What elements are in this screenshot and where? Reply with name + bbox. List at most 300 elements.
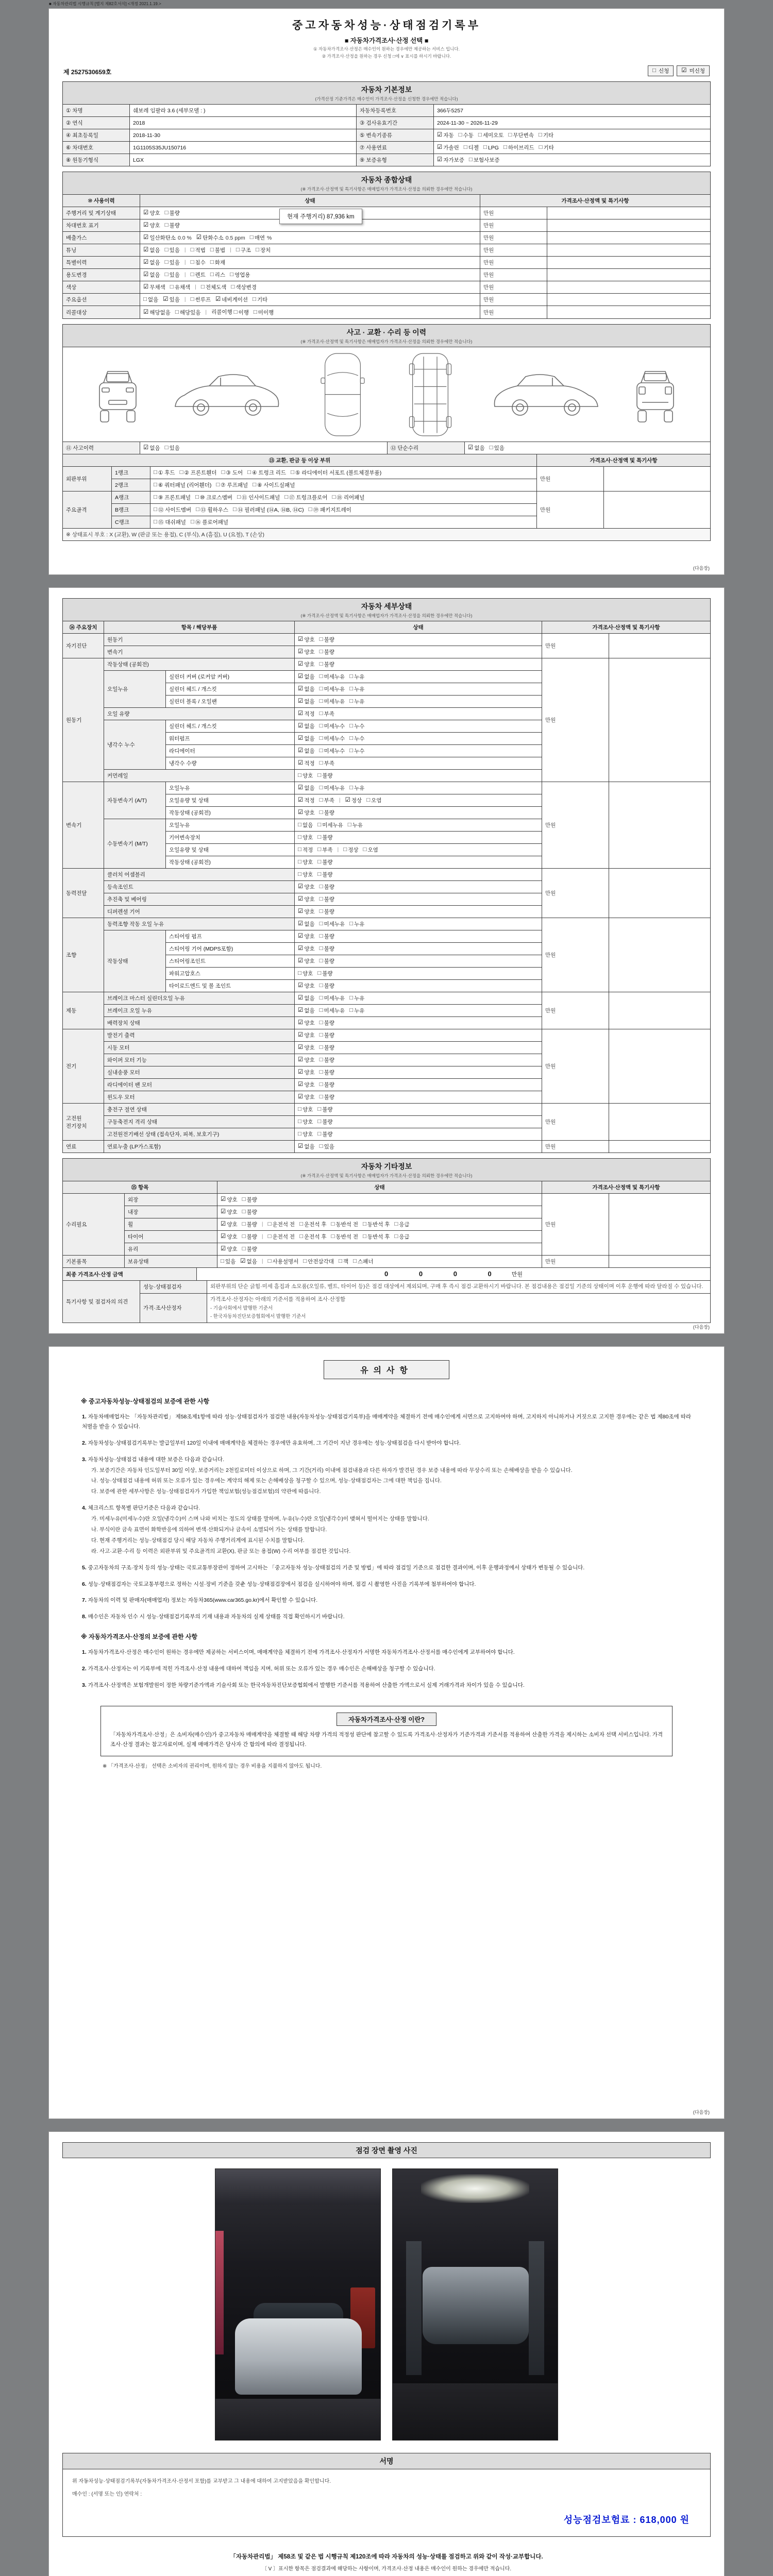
unchecked-checkbox[interactable]: □ [319,920,323,927]
unchecked-checkbox[interactable]: □ [319,673,323,680]
part-checkbox[interactable]: □ [154,506,157,513]
legend-row [63,529,711,541]
field-value: 2018-11-30 [130,129,357,142]
usage-history-row [63,281,711,294]
remark-cell [547,207,711,219]
unchecked-checkbox[interactable]: □ [299,1233,304,1240]
unchecked-checkbox[interactable]: □ [319,1044,323,1050]
unchecked-checkbox[interactable]: □ [298,1130,301,1137]
unchecked-checkbox[interactable]: □ [267,1233,272,1240]
checked-checkbox[interactable]: ☑ [143,209,149,216]
inspection-photo-lift [392,2168,558,2441]
unchecked-checkbox[interactable]: □ [349,673,354,680]
checkbox-label: 미세누유 [324,1008,345,1014]
checked-checkbox[interactable]: ☑ [298,982,304,989]
unchecked-checkbox[interactable]: □ [164,445,169,451]
part-checkbox[interactable]: □ [154,494,157,500]
checked-checkbox[interactable]: ☑ [298,908,304,914]
unchecked-checkbox[interactable]: □ [143,296,147,302]
checked-checkbox[interactable]: ☑ [143,259,149,265]
part-checkbox[interactable]: □ [196,506,200,513]
check-item [469,156,500,164]
checkbox-label: 없음 [302,822,313,828]
checked-checkbox[interactable]: ☑ [298,722,304,729]
checked-checkbox[interactable]: ☑ [143,309,149,315]
unchecked-checkbox[interactable]: □ [317,858,322,865]
unchecked-checkbox[interactable]: □ [253,309,257,315]
checked-checkbox[interactable]: ☑ [468,445,474,451]
checked-checkbox[interactable]: ☑ [298,710,304,717]
unchecked-checkbox[interactable]: □ [210,271,214,278]
unchecked-checkbox[interactable]: □ [317,1106,322,1112]
checkbox-label: 미세누수 [324,736,345,742]
check-item [234,309,249,316]
document-number: 제 2527530659호 [63,69,112,76]
unchecked-checkbox[interactable]: □ [319,1056,323,1063]
remark-cell [609,869,711,918]
check-item [320,698,345,705]
unchecked-checkbox[interactable]: □ [190,246,194,253]
unchecked-checkbox[interactable]: □ [538,131,542,138]
unchecked-checkbox[interactable]: □ [200,283,205,290]
check-item [331,1233,358,1241]
checked-checkbox[interactable]: ☑ [143,234,149,241]
unchecked-checkbox[interactable]: □ [242,1196,246,1202]
part-checkbox[interactable]: □ [247,469,251,476]
checked-checkbox[interactable]: ☑ [221,1208,226,1215]
check-item [143,234,192,242]
field-label: ⑧ 원동기형식 [63,154,130,166]
unchecked-checkbox[interactable]: □ [249,234,254,241]
state-cell [295,1079,542,1091]
unchecked-checkbox[interactable]: □ [233,309,238,315]
unchecked-checkbox[interactable]: □ [299,1221,304,1227]
checked-checkbox[interactable]: ☑ [298,1143,304,1149]
unchecked-checkbox[interactable]: □ [366,796,371,803]
unchecked-checkbox[interactable]: □ [303,1258,307,1264]
unchecked-checkbox[interactable]: □ [236,246,240,253]
unchecked-checkbox[interactable]: □ [319,722,323,729]
checked-checkbox[interactable]: ☑ [221,1221,226,1227]
etc-group-label: 기본품목 [63,1256,125,1268]
checkbox-label: 없음 [147,297,159,303]
unchecked-checkbox[interactable]: □ [298,772,301,778]
opinion-label: 특기사항 및 점검자의 의견 [63,1281,140,1323]
unchecked-checkbox[interactable]: □ [253,296,256,302]
unchecked-checkbox[interactable]: □ [349,920,354,927]
checked-checkbox[interactable]: ☑ [298,1007,304,1013]
unchecked-checkbox[interactable]: □ [164,246,169,253]
unchecked-checkbox[interactable]: □ [349,747,354,754]
unchecked-checkbox[interactable]: □ [363,846,367,853]
unchecked-checkbox[interactable]: □ [317,846,322,853]
unchecked-checkbox[interactable]: □ [478,131,482,138]
frame-part [191,518,228,526]
checked-checkbox[interactable]: ☑ [221,1245,226,1252]
checked-checkbox[interactable]: ☑ [298,920,304,927]
checkbox-label: 부족 [324,798,334,804]
check-item [298,1118,313,1126]
checked-checkbox[interactable]: ☑ [298,1019,304,1026]
unchecked-checkbox[interactable]: □ [362,1221,366,1227]
checked-checkbox[interactable]: ☑ [298,747,304,754]
unchecked-checkbox[interactable]: □ [175,309,179,315]
unchecked-checkbox[interactable]: □ [394,1233,398,1240]
unchecked-checkbox[interactable]: □ [349,735,354,741]
unchecked-checkbox[interactable]: □ [298,834,301,840]
unchecked-checkbox[interactable]: □ [503,144,507,150]
option-checkbox[interactable]: □ [652,67,656,74]
unchecked-checkbox[interactable]: □ [458,131,462,138]
part-checkbox[interactable]: □ [237,494,241,500]
unchecked-checkbox[interactable]: □ [347,821,351,828]
part-checkbox[interactable]: □ [179,469,183,476]
unchecked-checkbox[interactable]: □ [210,259,214,265]
unchecked-checkbox[interactable]: □ [319,784,323,791]
unchecked-checkbox[interactable]: □ [319,933,323,939]
unchecked-checkbox[interactable]: □ [256,246,260,253]
unchecked-checkbox[interactable]: □ [319,895,323,902]
unchecked-checkbox[interactable]: □ [317,1118,322,1125]
checked-checkbox[interactable]: ☑ [298,673,304,680]
unchecked-checkbox[interactable]: □ [242,1245,246,1252]
part-checkbox[interactable]: □ [332,494,336,500]
unchecked-checkbox[interactable]: □ [338,1258,342,1264]
checkbox-label: 불량 [246,1222,257,1228]
part-label: ⑯ 플로어패널 [195,519,229,526]
checked-checkbox[interactable]: ☑ [143,445,149,451]
unchecked-checkbox[interactable]: □ [317,821,322,828]
unchecked-checkbox[interactable]: □ [319,685,323,692]
checked-checkbox[interactable]: ☑ [298,1069,304,1075]
notice-subitem: 다. 보증에 관한 세부사항은 성능·상태점검자가 가입한 책임보험(성능점검보험)의 약관에 따릅니다. [91,1488,321,1495]
status-cell [140,281,480,294]
unchecked-checkbox[interactable]: □ [508,131,512,138]
part-label-cell: 실린더 블록 / 오일팬 [166,696,295,708]
checked-checkbox[interactable]: ☑ [143,246,149,253]
part-checkbox[interactable]: □ [291,469,295,476]
unchecked-checkbox[interactable]: □ [298,1106,301,1112]
check-item [268,1221,295,1228]
usage-item-label: 리콜대상 [63,306,140,319]
etc-item-label: 유리 [125,1243,217,1256]
unchecked-checkbox[interactable]: □ [317,834,322,840]
checked-checkbox[interactable]: ☑ [298,945,304,952]
history-label: ⑫ 단순수리 [388,442,465,454]
unchecked-checkbox[interactable]: □ [319,636,323,642]
check-item [298,846,313,854]
price-cell: 만원 [480,269,547,281]
checked-checkbox[interactable]: ☑ [298,1056,304,1063]
checkbox-label: 양호 [227,1234,238,1240]
checked-checkbox[interactable]: ☑ [298,1081,304,1088]
price-survey-option[interactable] [648,65,674,76]
unchecked-checkbox[interactable]: □ [164,271,169,278]
checked-checkbox[interactable]: ☑ [240,1258,246,1264]
overall-header-row [63,195,711,207]
checked-checkbox[interactable]: ☑ [298,994,304,1001]
state-cell [295,955,542,968]
unchecked-checkbox[interactable]: □ [190,271,194,278]
unchecked-checkbox[interactable]: □ [319,747,323,754]
unchecked-checkbox[interactable]: □ [231,283,235,290]
car-rear-view-diagram [631,362,680,427]
unchecked-checkbox[interactable]: □ [190,296,194,302]
checkbox-label: 불량 [322,1131,333,1138]
part-label: ⑥ 쿼터패널 (리어휀더) [158,482,212,489]
premium-label: 성능점검보험료 : [563,2515,637,2525]
check-item [468,444,485,452]
signature-line-2[interactable]: 매수인 : (서명 또는 인) 연락처 : [72,2492,142,2497]
price-survey-option[interactable] [677,65,710,76]
unchecked-checkbox[interactable]: □ [319,1019,323,1026]
checked-checkbox[interactable]: ☑ [298,1031,304,1038]
state-cell [295,832,542,844]
checked-checkbox[interactable]: ☑ [298,895,304,902]
unchecked-checkbox[interactable]: □ [539,144,543,150]
unchecked-checkbox[interactable]: □ [319,759,323,766]
checked-checkbox[interactable]: ☑ [298,685,304,692]
device-label: 전기 [63,1029,104,1104]
unchecked-checkbox[interactable]: □ [267,1258,272,1264]
checked-checkbox[interactable]: ☑ [143,271,149,278]
checkbox-label: 양호 [304,810,315,816]
unchecked-checkbox[interactable]: □ [221,1258,224,1264]
check-item [349,735,364,742]
checked-checkbox[interactable]: ☑ [437,144,443,150]
unchecked-checkbox[interactable]: □ [298,858,301,865]
divider: | [205,309,207,315]
checkbox-label: 양호 [149,210,160,216]
unchecked-checkbox[interactable]: □ [298,871,301,877]
state-cell [295,906,542,918]
check-item [349,920,364,928]
unchecked-checkbox[interactable]: □ [468,156,473,163]
frame-part [154,506,191,514]
unchecked-checkbox[interactable]: □ [210,246,214,253]
check-item [508,131,534,139]
check-item [221,1221,238,1228]
checked-checkbox[interactable]: ☑ [163,296,169,302]
unchecked-checkbox[interactable]: □ [319,1143,323,1149]
remark-cell [609,1141,711,1153]
checked-checkbox[interactable]: ☑ [298,1044,304,1050]
unchecked-checkbox[interactable]: □ [190,259,194,265]
checked-checkbox[interactable]: ☑ [437,131,443,138]
divider: | [184,271,186,278]
part-checkbox[interactable]: □ [154,482,157,488]
unchecked-checkbox[interactable]: □ [317,772,322,778]
part-checkbox[interactable]: □ [221,469,225,476]
unchecked-checkbox[interactable]: □ [349,1007,354,1013]
check-item [317,871,332,878]
unchecked-checkbox[interactable]: □ [394,1221,398,1227]
item-label: 추진축 및 베어링 [104,893,295,906]
check-item [298,945,315,953]
checkbox-label: 양호 [227,1246,238,1252]
etc-item-label: 휠 [125,1218,217,1231]
checked-checkbox[interactable]: ☑ [298,698,304,704]
unchecked-checkbox[interactable]: □ [349,784,354,791]
unchecked-checkbox[interactable]: □ [317,970,322,976]
part-checkbox[interactable]: □ [154,469,157,476]
checked-checkbox[interactable]: ☑ [298,933,304,939]
footer-check-line: 〔 V 〕표시한 항목은 점검결과에 해당하는 사항이며, 가격조사·산정 내용은 매수인이 원하는 경우에만 적습니다. [261,2566,512,2572]
part-checkbox[interactable]: □ [253,482,257,488]
item-label: 구동축전지 격리 상태 [104,1116,295,1128]
unchecked-checkbox[interactable]: □ [362,1233,366,1240]
unchecked-checkbox[interactable]: □ [319,710,323,717]
etc-item-header: ⑮ 항목 [63,1181,217,1194]
checkbox-label: 없음 [304,785,315,791]
unchecked-checkbox[interactable]: □ [164,222,169,228]
checked-checkbox[interactable]: ☑ [298,1093,304,1100]
unchecked-checkbox[interactable]: □ [242,1221,246,1227]
checked-checkbox[interactable]: ☑ [298,957,304,964]
unchecked-checkbox[interactable]: □ [349,994,354,1001]
checkbox-label: 양호 [304,1070,315,1076]
checkbox-label: 불량 [324,896,334,903]
item-number: 3. [82,1456,88,1463]
check-item [240,1258,257,1265]
part-checkbox[interactable]: □ [190,519,194,525]
check-item [165,259,180,266]
part-checkbox[interactable]: □ [154,519,157,525]
unchecked-checkbox[interactable]: □ [170,283,174,290]
unchecked-checkbox[interactable]: □ [319,883,323,890]
checked-checkbox[interactable]: ☑ [298,784,304,791]
price-cell: 만원 [542,1256,609,1268]
checkbox-label: 불량 [322,835,333,841]
unchecked-checkbox[interactable]: □ [242,1233,246,1240]
unchecked-checkbox[interactable]: □ [319,648,323,655]
unchecked-checkbox[interactable]: □ [463,144,467,150]
notice-item [82,1563,691,1573]
option-checkbox[interactable]: ☑ [681,67,687,74]
unchecked-checkbox[interactable]: □ [331,1233,335,1240]
unchecked-checkbox[interactable]: □ [298,821,301,828]
status-cell [140,269,480,281]
checked-checkbox[interactable]: ☑ [298,660,304,667]
unchecked-checkbox[interactable]: □ [230,271,234,278]
unchecked-checkbox[interactable]: □ [164,259,169,265]
unchecked-checkbox[interactable]: □ [267,1221,272,1227]
unchecked-checkbox[interactable]: □ [319,1069,323,1075]
check-item [143,209,160,217]
unchecked-checkbox[interactable]: □ [242,1208,246,1215]
basic-info-row [63,117,711,129]
checkbox-label: 불량 [324,884,334,890]
checked-checkbox[interactable]: ☑ [196,234,202,241]
part-checkbox[interactable]: □ [308,506,312,513]
unchecked-checkbox[interactable]: □ [164,209,169,216]
unchecked-checkbox[interactable]: □ [298,846,301,853]
field-value [434,154,711,166]
checked-checkbox[interactable]: ☑ [298,636,304,642]
checked-checkbox[interactable]: ☑ [298,735,304,741]
unchecked-checkbox[interactable]: □ [319,994,323,1001]
check-item [317,821,343,829]
check-item [320,1056,334,1064]
check-item [298,957,315,965]
page-1 [48,8,725,575]
unchecked-checkbox[interactable]: □ [349,722,354,729]
unchecked-checkbox[interactable]: □ [353,1258,357,1264]
unchecked-checkbox[interactable]: □ [319,957,323,964]
unchecked-checkbox[interactable]: □ [349,698,354,704]
checked-checkbox[interactable]: ☑ [215,296,221,302]
check-item [298,858,313,866]
unchecked-checkbox[interactable]: □ [319,1093,323,1100]
check-item [175,309,201,316]
checked-checkbox[interactable]: ☑ [143,222,149,228]
checkbox-label: 화재 [214,260,226,266]
checked-checkbox[interactable]: ☑ [221,1233,226,1240]
checked-checkbox[interactable]: ☑ [298,796,304,803]
state-cell [295,943,542,955]
unchecked-checkbox[interactable]: □ [349,685,354,692]
unchecked-checkbox[interactable]: □ [298,970,301,976]
check-item [298,809,315,817]
checkbox-label: 정상 [351,798,362,804]
unchecked-checkbox[interactable]: □ [319,698,323,704]
checkbox-label: 불량 [324,909,334,915]
unchecked-checkbox[interactable]: □ [319,1007,323,1013]
unchecked-checkbox[interactable]: □ [343,846,347,853]
unchecked-checkbox[interactable]: □ [317,871,322,877]
unchecked-checkbox[interactable]: □ [317,1130,322,1137]
checked-checkbox[interactable]: ☑ [437,156,443,163]
part-checkbox[interactable]: □ [233,506,237,513]
checked-checkbox[interactable]: ☑ [298,759,304,766]
unchecked-checkbox[interactable]: □ [319,945,323,952]
state-cell [295,794,542,807]
checked-checkbox[interactable]: ☑ [143,283,149,290]
check-item [349,673,364,681]
unchecked-checkbox[interactable]: □ [319,908,323,914]
unchecked-checkbox[interactable]: □ [483,144,487,150]
unchecked-checkbox[interactable]: □ [319,796,323,803]
check-item [298,660,315,668]
item-text: 중고자동차의 구조·장치 등의 성능·상태는 국토교통부장관이 정하여 고시하는 「중고자동차 성능·상태점검의 기준 및 방법」에 따라 점검일 기준으로 점검한 결과이며, 이후 운행과정에서 상태가 변동될 수 있습니다. [88,1564,585,1571]
photo-car-body [235,2318,362,2395]
checkbox-label: 영업용 [234,272,250,278]
checked-checkbox[interactable]: ☑ [298,809,304,816]
checked-checkbox[interactable]: ☑ [345,796,350,803]
part-checkbox[interactable]: □ [216,482,220,488]
unchecked-checkbox[interactable]: □ [319,1031,323,1038]
part-checkbox[interactable]: □ [195,494,199,500]
checked-checkbox[interactable]: ☑ [298,648,304,655]
checked-checkbox[interactable]: ☑ [221,1196,226,1202]
unchecked-checkbox[interactable]: □ [331,1221,335,1227]
basic-info-note: (가격산정 기준가격은 매수인이 가격조사·산정을 신청한 경우에만 적습니다) [315,96,458,101]
unchecked-checkbox[interactable]: □ [319,660,323,667]
unchecked-checkbox[interactable]: □ [319,735,323,741]
unchecked-checkbox[interactable]: □ [319,1081,323,1088]
frame-row [63,492,711,504]
checkbox-label: 불량 [324,958,334,964]
checkbox-value: 0.5 ppm [225,234,245,241]
unchecked-checkbox[interactable]: □ [489,445,493,451]
part-checkbox[interactable]: □ [284,494,289,500]
unchecked-checkbox[interactable]: □ [298,1118,301,1125]
unchecked-checkbox[interactable]: □ [319,809,323,816]
check-item [353,1258,373,1265]
unchecked-checkbox[interactable]: □ [319,982,323,989]
checkbox-label: 양호 [304,637,315,643]
checked-checkbox[interactable]: ☑ [298,883,304,890]
